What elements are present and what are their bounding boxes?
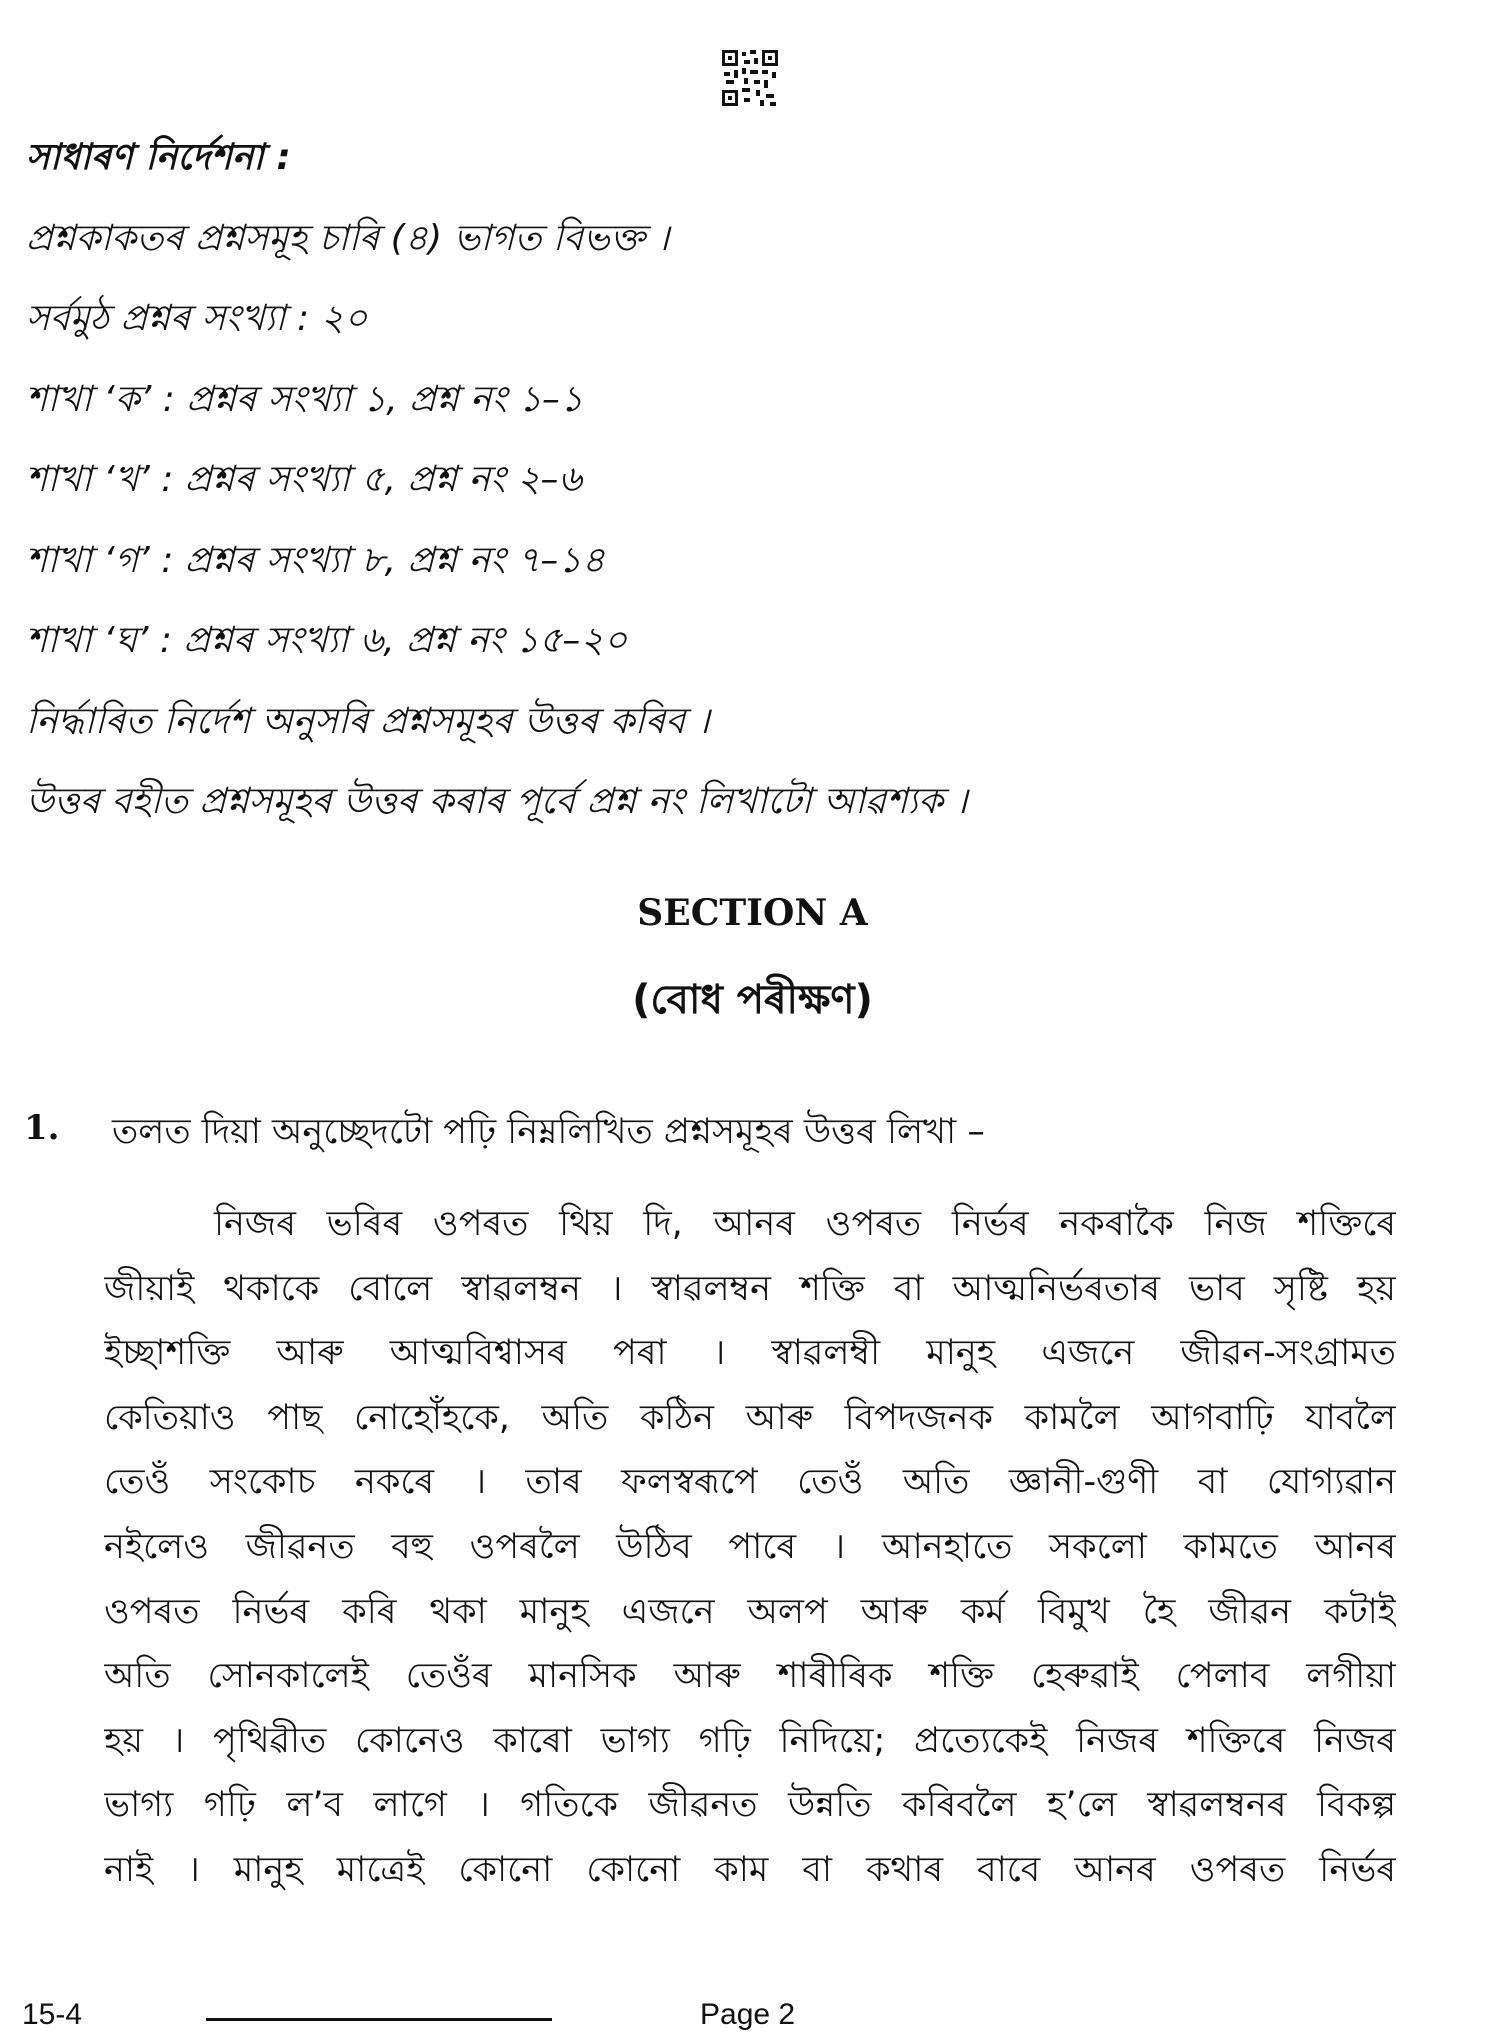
instruction-line: শাখা ‘ক’ : প্ৰশ্নৰ সংখ্যা ১, প্ৰশ্ন নং ১–১ [26, 378, 584, 420]
passage-line: অতি সোনকালেই তেওঁৰ মানসিক আৰু শাৰীৰিক শক্তি হেৰুৱাই পেলাব লগীয়া [104, 1656, 1396, 1697]
section-title: SECTION A [637, 892, 868, 934]
general-instructions [26, 118, 1466, 843]
passage-line: নাই । মানুহ মাত্ৰেই কোনো কোনো কাম বা কথাৰ বাবে আনৰ ওপৰত নিৰ্ভৰ [104, 1849, 1396, 1890]
instruction-line: শাখা ‘ঘ’ : প্ৰশ্নৰ সংখ্যা ৬, প্ৰশ্ন নং ১৫–২০ [26, 620, 628, 661]
instruction-line: শাখা ‘গ’ : প্ৰশ্নৰ সংখ্যা ৮, প্ৰশ্ন নং ৭–১৪ [26, 539, 606, 581]
passage-line: নইলেও জীৱনত বহু ওপৰলৈ উঠিব পাৰে । আনহাতে সকলো কামতে আনৰ [104, 1526, 1396, 1567]
qr-code [722, 50, 778, 106]
question-number: 1. [24, 1108, 60, 1148]
passage-line: হয় । পৃথিৱীত কোনেও কাৰো ভাগ্য গঢ়ি নিদিয়ে; প্ৰত্যেকেই নিজৰ শক্তিৰে নিজৰ [104, 1720, 1396, 1761]
instruction-line: সৰ্বমুঠ প্ৰশ্নৰ সংখ্যা : ২০ [26, 298, 368, 339]
passage-line: কেতিয়াও পাছ নোহোঁহকে, অতি কঠিন আৰু বিপদজনক কামলৈ আগবাঢ়ি যাবলৈ [104, 1397, 1396, 1438]
footer-page-number: Page 2 [700, 1998, 796, 2031]
passage-line: ওপৰত নিৰ্ভৰ কৰি থকা মানুহ এজনে অলপ আৰু কৰ্ম বিমুখ হৈ জীৱন কটাই [104, 1591, 1396, 1632]
section-subtitle: (বোধ পৰীক্ষণ) [632, 977, 873, 1023]
footer-divider [206, 2018, 552, 2021]
instruction-line: শাখা ‘খ’ : প্ৰশ্নৰ সংখ্যা ৫, প্ৰশ্ন নং ২–৬ [26, 459, 582, 500]
passage [104, 1192, 1396, 1903]
passage-line: তেওঁ সংকোচ নকৰে । তাৰ ফলস্বৰূপে তেওঁ অতি জ্ঞানী-গুণী বা যোগ্যৱান [104, 1462, 1396, 1503]
instruction-line: উত্তৰ বহীত প্ৰশ্নসমূহৰ উত্তৰ কৰাৰ পূৰ্বে প্ৰশ্ন নং লিখাটো আৱশ্যক । [26, 781, 968, 822]
instruction-line: প্ৰশ্নকাকতৰ প্ৰশ্নসমূহ চাৰি (৪) ভাগত বিভক্ত । [26, 217, 670, 259]
passage-line: ভাগ্য গঢ়ি ল’ব লাগে । গতিকে জীৱনত উন্নতি কৰিবলৈ হ’লে স্বাৱলম্বনৰ বিকল্প [104, 1785, 1396, 1826]
instruction-line: নিৰ্দ্ধাৰিত নিৰ্দেশ অনুসৰি প্ৰশ্নসমূহৰ উত্তৰ কৰিব । [26, 700, 710, 742]
qr-code-icon [722, 50, 778, 106]
passage-line: জীয়াই থকাকে বোলে স্বাৱলম্বন । স্বাৱলম্বন শক্তি বা আত্মনিৰ্ভৰতাৰ ভাব সৃষ্টি হয় [104, 1268, 1396, 1309]
footer-paper-code: 15-4 [22, 1998, 83, 2031]
instructions-heading: সাধাৰণ নিৰ্দেশনা : [26, 137, 291, 178]
question-text: তলত দিয়া অনুচ্ছেদটো পঢ়ি নিম্নলিখিত প্ৰশ্নসমূহৰ উত্তৰ লিখা – [112, 1112, 985, 1152]
passage-line: ইচ্ছাশক্তি আৰু আত্মবিশ্বাসৰ পৰা । স্বাৱলম্বী মানুহ এজনে জীৱন-সংগ্ৰামত [104, 1333, 1396, 1374]
passage-line: নিজৰ ভৰিৰ ওপৰত থিয় দি, আনৰ ওপৰত নিৰ্ভৰ নকৰাকৈ নিজ শক্তিৰে [214, 1204, 1396, 1244]
